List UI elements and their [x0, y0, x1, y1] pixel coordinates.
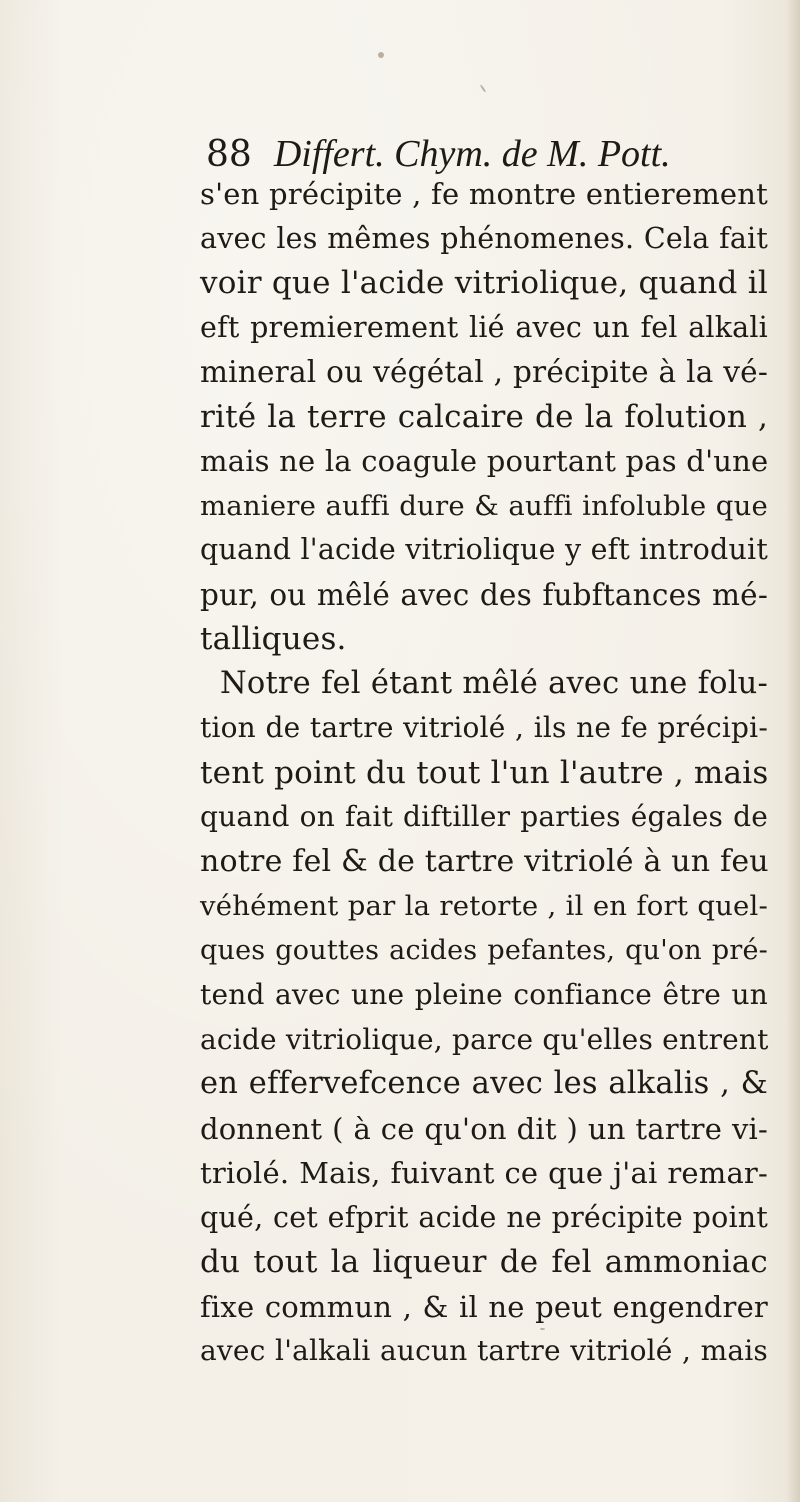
text-line: avec les mêmes phénomenes. Cela fait — [200, 221, 768, 255]
body-text — [200, 172, 768, 1374]
text-line: mineral ou végétal , précipite à la vé- — [200, 355, 768, 389]
text-line: quand l'acide vitriolique y eft introduit — [200, 533, 768, 566]
page-number: 88 — [206, 134, 252, 175]
page-edge-shadow — [786, 0, 800, 1502]
text-line: tent point du tout l'un l'autre , mais — [200, 754, 769, 791]
text-line-paragraph-end: talliques. — [200, 621, 347, 657]
text-line: rité la terre calcaire de la folution , — [200, 398, 768, 435]
text-line: notre fel & de tartre vitriolé à un feu — [200, 843, 769, 879]
text-line: véhément par la retorte , il en fort quel- — [200, 890, 768, 922]
text-line: qué, cet efprit acide ne précipite point — [200, 1200, 768, 1234]
text-line: ques gouttes acides pefantes, qu'on pré- — [200, 934, 768, 966]
text-line: maniere auffi dure & auffi infoluble que — [200, 489, 768, 522]
paper-speck — [480, 84, 487, 93]
text-line: fixe commun , & il ne peut engendrer — [200, 1289, 768, 1324]
text-line: en effervefcence avec les alkalis , & — [200, 1066, 768, 1101]
paper-speck — [378, 52, 384, 58]
text-line: tion de tartre vitriolé , ils ne fe précipi- — [200, 711, 768, 744]
text-line: acide vitriolique, parce qu'elles entrent — [200, 1022, 769, 1056]
text-line: du tout la liqueur de fel ammoniac — [200, 1244, 768, 1280]
text-line: triolé. Mais, fuivant ce que j'ai remar- — [200, 1156, 768, 1190]
text-line: quand on fait diftiller parties égales de — [200, 800, 768, 833]
text-line: mais ne la coagule pourtant pas d'une — [200, 444, 769, 478]
text-line: tend avec une pleine confiance être un — [200, 978, 768, 1011]
text-line: pur, ou mêlé avec des fubftances mé- — [200, 577, 768, 612]
text-line-paragraph-start: Notre fel étant mêlé avec une folu- — [220, 665, 768, 701]
text-line: voir que l'acide vitriolique, quand il — [200, 265, 768, 301]
text-line: eft premierement lié avec un fel alkali — [200, 310, 768, 344]
running-title: Differt. Chym. de M. Pott. — [273, 133, 671, 175]
text-line: avec l'alkali aucun tartre vitriolé , mais — [200, 1334, 768, 1367]
text-line: s'en précipite , fe montre entierement — [200, 177, 768, 211]
text-line: donnent ( à ce qu'on dit ) un tartre vi- — [200, 1111, 768, 1146]
